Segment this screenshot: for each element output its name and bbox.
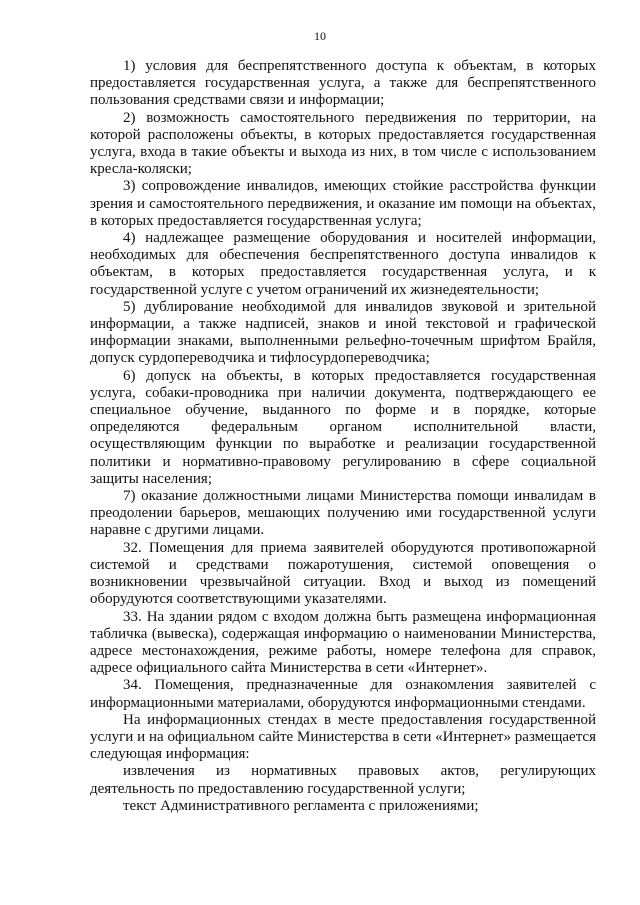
paragraph-condition-6: 6) допуск на объекты, в которых предоставляется государственная услуга, собаки-проводника при наличии документа, подтверждающего ее специальное обучение, выданного по форме и в порядке, которые определяются федеральным органом исполнительной власти, осуществляющим функции по выработке и реализации государственной политики и нормативно-правовому регулированию в сфере социальной защиты населения;	[90, 367, 596, 487]
paragraph-condition-2: 2) возможность самостоятельного передвижения по территории, на которой расположены объекты, в которых предоставляется государственная услуга, входа в такие объекты и выхода из них, в том числе с использованием кресла-коляски;	[90, 109, 596, 178]
paragraph-condition-4: 4) надлежащее размещение оборудования и носителей информации, необходимых для обеспечения беспрепятственного доступа инвалидов к объектам, в которых предоставляется государственная услуга, и к государственной услуге с учетом ограничений их жизнедеятельности;	[90, 230, 596, 298]
paragraph-stands-info: На информационных стендах в месте предоставления государственной услуги и на официальном сайте Министерства в сети «Интернет» размещается следующая информация:	[90, 711, 596, 763]
paragraph-clause-34: 34. Помещения, предназначенные для ознакомления заявителей с информационными материалами, оборудуются информационными стендами.	[90, 677, 596, 711]
paragraph-list-extracts: извлечения из нормативных правовых актов, регулирующих деятельность по предоставлению государственной услуги;	[90, 763, 596, 797]
paragraph-clause-33: 33. На здании рядом с входом должна быть размещена информационная табличка (вывеска), содержащая информацию о наименовании Министерства, адресе местонахождения, режиме работы, номере телефона для справок, адресе официального сайта Министерства в сети «Интернет».	[90, 608, 596, 677]
paragraph-list-regulation-text: текст Административного регламента с приложениями;	[123, 797, 479, 814]
paragraph-condition-1: 1) условия для беспрепятственного доступа к объектам, в которых предоставляется государственная услуга, а также для беспрепятственного пользования средствами связи и информации;	[90, 58, 596, 109]
paragraph-condition-5: 5) дублирование необходимой для инвалидов звуковой и зрительной информации, а также надписей, знаков и иной текстовой и графической информации знаками, выполненными рельефно-точечным шрифтом Брайля, допуск сурдопереводчика и тифлосурдопереводчика;	[90, 298, 596, 367]
paragraph-clause-32: 32. Помещения для приема заявителей оборудуются противопожарной системой и средствами пожаротушения, системой оповещения о возникновении чрезвычайной ситуации. Вход и выход из помещений оборудуются соответствующими указателями.	[90, 539, 596, 608]
document-body	[90, 58, 596, 815]
paragraph-condition-3: 3) сопровождение инвалидов, имеющих стойкие расстройства функции зрения и самостоятельного передвижения, и оказание им помощи на объектах, в которых предоставляется государственная услуга;	[90, 178, 596, 229]
paragraph-condition-7: 7) оказание должностными лицами Министерства помощи инвалидам в преодолении барьеров, мешающих получению ими государственной услуги наравне с другими лицами.	[90, 488, 596, 539]
page-number: 10	[314, 29, 326, 43]
